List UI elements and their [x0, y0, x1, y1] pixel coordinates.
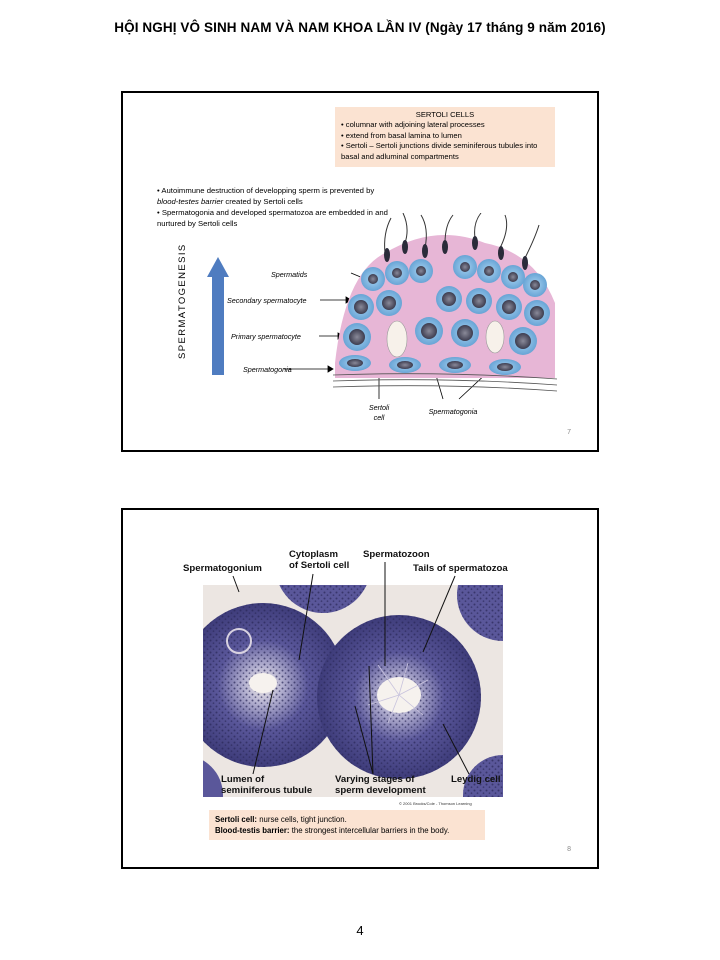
label-sertoli-cytoplasm: Cytoplasm of Sertoli cell	[289, 549, 350, 571]
note-spermatogonia: • Spermatogonia and developed spermatozoa are embedded in and nurtured by Sertoli cells	[157, 208, 388, 228]
note-text: created by Sertoli cells	[223, 197, 303, 206]
page-header: HỘI NGHỊ VÔ SINH NAM VÀ NAM KHOA LẦN IV (Ngày 17 tháng 9 năm 2016)	[114, 20, 606, 35]
spermatogenesis-label: SPERMATOGENESIS	[177, 243, 188, 359]
label-lumen: Lumen of seminiferous tubule	[221, 774, 313, 796]
label-varying-stages: Varying stages of sperm development	[335, 774, 426, 796]
summary-term: Blood-testis barrier:	[215, 826, 290, 835]
summary-line-sertoli	[215, 814, 479, 825]
stage-spermatids: Spermatids	[271, 270, 308, 279]
label-spermatozoon: Spermatozoon	[363, 549, 430, 560]
label-spermatogonium: Spermatogonium	[183, 563, 262, 574]
stage-secondary-spermatocyte: Secondary spermatocyte	[227, 296, 307, 305]
label-leydig-cell: Leydig cell	[451, 774, 501, 785]
sertoli-line: • columnar with adjoining lateral processes	[341, 120, 485, 130]
page-number: 4	[356, 923, 364, 938]
label-tails-of-spermatozoa: Tails of spermatozoa	[413, 563, 508, 574]
slide-8	[121, 508, 599, 869]
seminiferous-epithelium-illustration	[325, 213, 565, 398]
note-text: • Autoimmune destruction of developping sperm is prevented by	[157, 186, 375, 195]
summary-text: nurse cells, tight junction.	[257, 815, 347, 824]
label-sertoli-cell: Sertoli cell	[368, 403, 390, 422]
label-spermatogonia-bottom: Spermatogonia	[428, 407, 478, 416]
slide-number: 8	[567, 846, 571, 853]
summary-term: Sertoli cell:	[215, 815, 258, 824]
note-emphasis: blood-testes barrier	[157, 197, 224, 206]
sertoli-line: • extend from basal lamina to lumen	[341, 130, 462, 140]
stage-primary-spermatocyte: Primary spermatocyte	[231, 332, 301, 341]
slide-number: 7	[567, 429, 571, 436]
slide-7	[121, 91, 599, 452]
sertoli-line: • Sertoli – Sertoli junctions divide seminiferous tubules into basal and adluminal compartments	[341, 141, 538, 161]
copyright: © 2001 Brooks/Cole - Thomson Learning	[399, 801, 472, 806]
summary-line-barrier	[215, 825, 479, 836]
sertoli-summary-box	[209, 810, 485, 840]
sertoli-box-title: SERTOLI CELLS	[415, 110, 475, 119]
stage-spermatogonia: Spermatogonia	[243, 365, 292, 374]
summary-text: the strongest intercellular barriers in the body.	[289, 826, 450, 835]
